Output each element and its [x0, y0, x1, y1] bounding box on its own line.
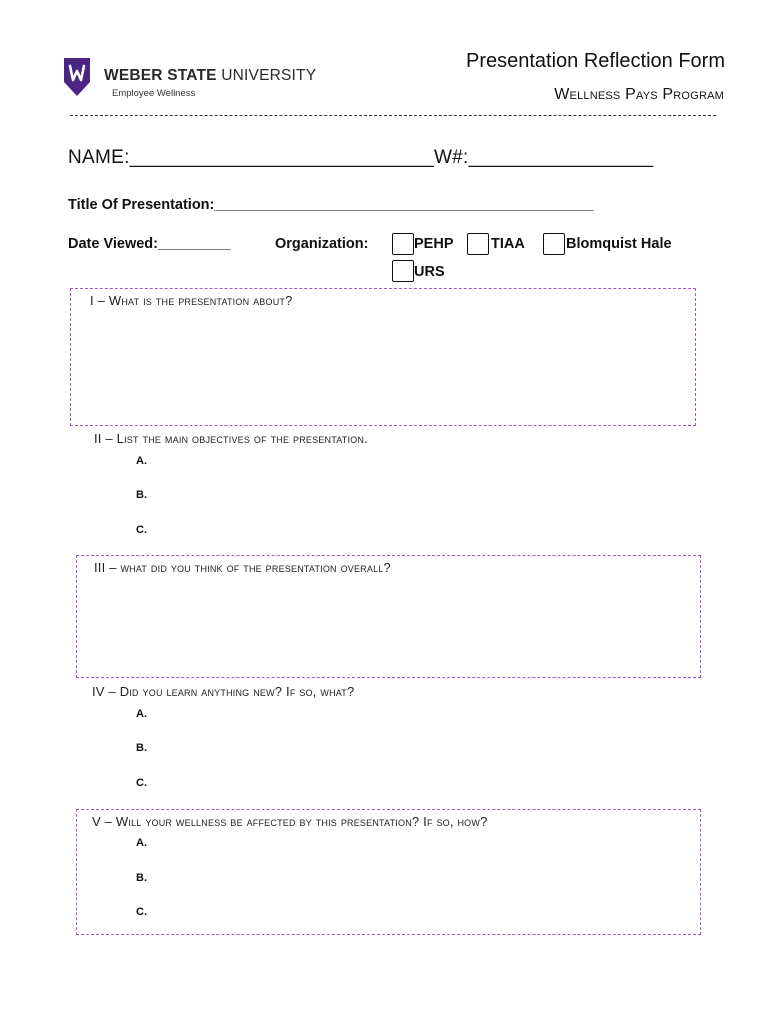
organization-label: Organization:	[275, 236, 369, 252]
pehp-checkbox[interactable]	[392, 233, 414, 255]
program-subtitle: Wellness Pays Program	[554, 86, 724, 103]
date-viewed-field[interactable]: Date Viewed:_________	[68, 236, 231, 252]
urs-label: URS	[414, 264, 445, 280]
department-name: Employee Wellness	[112, 88, 196, 99]
university-name-rest: UNIVERSITY	[221, 67, 317, 84]
section-5-item-b[interactable]: B.	[136, 872, 147, 884]
form-title: Presentation Reflection Form	[465, 50, 725, 72]
section-2-item-b[interactable]: B.	[136, 489, 147, 501]
weber-state-logo-icon	[64, 58, 90, 96]
tiaa-checkbox[interactable]	[467, 233, 489, 255]
section-2-item-a[interactable]: A.	[136, 455, 147, 467]
section-1-answer-box[interactable]	[70, 288, 696, 426]
name-and-wnumber-field[interactable]: NAME:____________________________W#:_________________	[68, 147, 654, 168]
university-name-bold: WEBER STATE	[104, 67, 217, 84]
university-name	[104, 67, 316, 85]
section-4-item-b[interactable]: B.	[136, 742, 147, 754]
pehp-label: PEHP	[414, 236, 454, 252]
tiaa-label: TIAA	[491, 236, 525, 252]
section-4-item-a[interactable]: A.	[136, 708, 147, 720]
section-2-item-c[interactable]: C.	[136, 524, 147, 536]
urs-checkbox[interactable]	[392, 260, 414, 282]
presentation-title-field[interactable]: Title Of Presentation:_______________________________________________	[68, 197, 594, 213]
section-5-heading: V – Will your wellness be affected by this presentation? If so, how?	[92, 814, 488, 829]
blomquist-hale-label: Blomquist Hale	[566, 236, 672, 252]
header-divider	[70, 115, 716, 116]
section-5-item-c[interactable]: C.	[136, 906, 147, 918]
blomquist-hale-checkbox[interactable]	[543, 233, 565, 255]
section-3-heading: III – what did you think of the presentation overall?	[94, 560, 391, 575]
section-2-heading: II – List the main objectives of the presentation.	[94, 431, 368, 446]
section-5-item-a[interactable]: A.	[136, 837, 147, 849]
section-4-item-c[interactable]: C.	[136, 777, 147, 789]
section-1-heading: I – What is the presentation about?	[90, 293, 293, 308]
section-4-heading: IV – Did you learn anything new? If so, what?	[92, 684, 355, 699]
